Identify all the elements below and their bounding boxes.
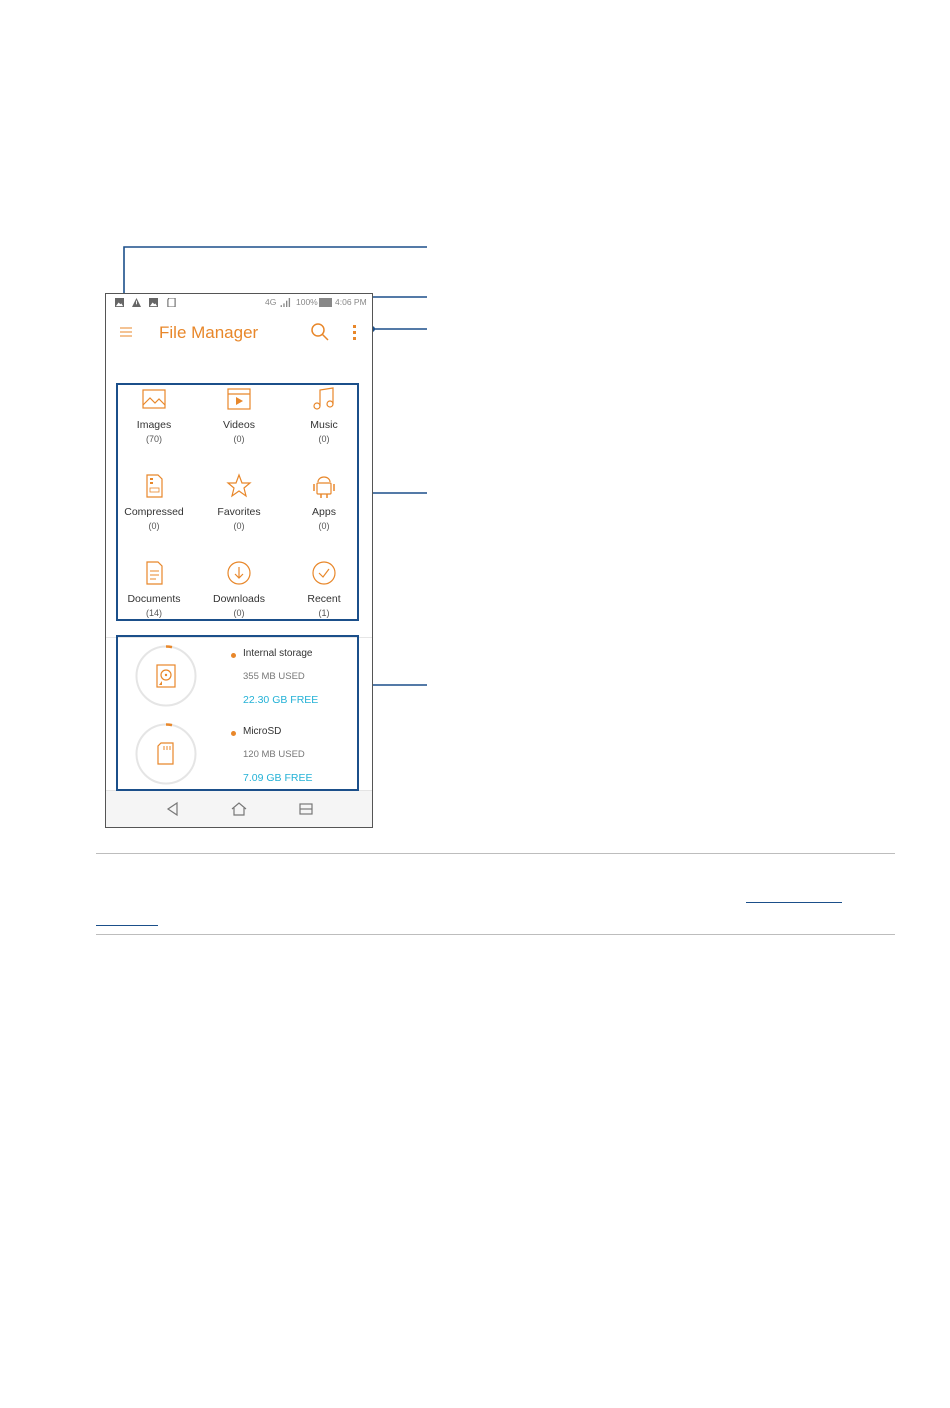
battery-icon [319, 298, 333, 307]
category-apps[interactable]: Apps (0) [282, 471, 366, 551]
storage-internal[interactable]: Internal storage 355 MB USED 22.30 GB FREE [118, 641, 358, 716]
network-indicator: 4G [265, 297, 277, 307]
app-bar [106, 312, 372, 352]
status-bar [106, 294, 372, 312]
clock: 4:06 PM [335, 297, 367, 307]
app-title: File Manager [159, 323, 259, 342]
recents-icon[interactable] [298, 801, 314, 817]
note-bottom-rule [96, 934, 895, 935]
home-icon[interactable] [231, 801, 247, 817]
hamburger-icon[interactable] [120, 326, 132, 338]
sd-notification-icon [167, 298, 176, 307]
category-favorites[interactable]: Favorites (0) [197, 471, 281, 551]
search-icon[interactable] [310, 322, 330, 342]
note-link-underline [746, 902, 842, 903]
category-images[interactable]: Images (70) [112, 384, 196, 464]
category-recent[interactable]: Recent (1) [282, 558, 366, 638]
category-documents[interactable]: Documents (14) [112, 558, 196, 638]
category-callout-box [116, 383, 359, 621]
battery-percent: 100% [296, 297, 318, 307]
storage-callout-box [116, 635, 359, 791]
photo-notification-icon [149, 298, 158, 307]
nav-bar [106, 790, 372, 828]
storage-microsd[interactable]: MicroSD 120 MB USED 7.09 GB FREE [118, 719, 358, 794]
gallery-notification-icon [115, 298, 124, 307]
category-videos[interactable]: Videos (0) [197, 384, 281, 464]
note-top-rule [96, 853, 895, 854]
category-compressed[interactable]: Compressed (0) [112, 471, 196, 551]
back-icon[interactable] [165, 801, 181, 817]
more-vert-icon[interactable] [350, 323, 360, 341]
note-link-underline [96, 925, 158, 926]
signal-icon [280, 298, 292, 307]
category-music[interactable]: Music (0) [282, 384, 366, 464]
warning-notification-icon [132, 298, 141, 307]
category-downloads[interactable]: Downloads (0) [197, 558, 281, 638]
